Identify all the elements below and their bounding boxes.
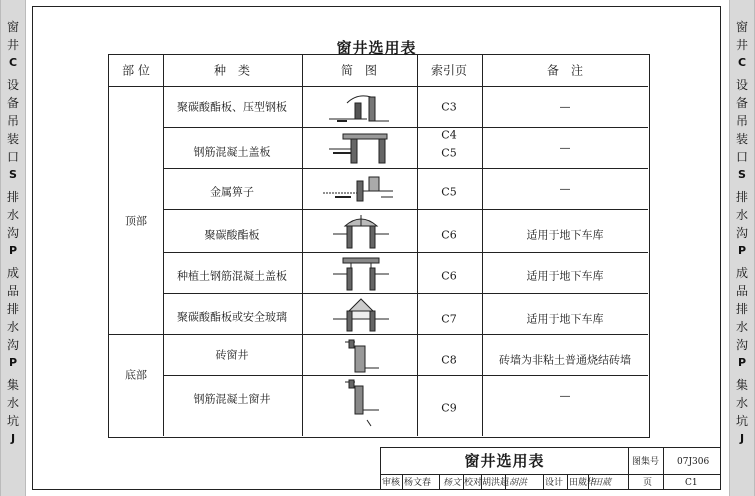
row-divider — [163, 127, 648, 128]
sketch-metal-grate — [321, 173, 397, 205]
page-title: 窗井选用表 — [336, 39, 417, 57]
side-tab-char: 坑 — [6, 414, 19, 428]
left-chapter-tab — [0, 0, 26, 496]
side-tab-char: C — [8, 56, 18, 69]
side-tab-char: 排 — [6, 302, 19, 316]
check-label: 校对 — [464, 478, 483, 488]
group-label-top: 顶部 — [125, 214, 147, 228]
side-tab-char: 备 — [735, 96, 748, 110]
title-block-title: 窗井选用表 — [464, 452, 545, 470]
side-tab-char: 品 — [735, 284, 748, 298]
row-index-link[interactable]: C3 — [441, 100, 457, 114]
tb-divider — [381, 474, 720, 475]
designer-name: 田葳华 — [569, 478, 597, 488]
row-index-link[interactable]: C5 — [441, 146, 457, 160]
row-remark: — — [559, 389, 571, 403]
side-tab-char: 集 — [6, 378, 19, 392]
row-remark: 适用于地下车库 — [526, 312, 604, 326]
reviewer-signature: 杨文 — [443, 478, 462, 488]
page-no: C1 — [685, 478, 698, 488]
side-tab-char: 沟 — [735, 338, 748, 352]
side-tab-char: 吊 — [6, 114, 19, 128]
row-index-link[interactable]: C6 — [441, 228, 457, 242]
col-divider — [163, 55, 164, 436]
row-divider — [163, 293, 648, 294]
title-block — [380, 447, 721, 490]
header-index: 索引页 — [430, 63, 468, 78]
row-remark: 适用于地下车库 — [526, 269, 604, 283]
row-index-link[interactable]: C4 — [441, 128, 457, 142]
row-index-link[interactable]: C6 — [441, 269, 457, 283]
row-type: 聚碳酸酯板、压型钢板 — [177, 100, 287, 114]
side-tab-char: C — [737, 56, 747, 69]
tb-divider — [567, 474, 568, 490]
col-divider — [417, 55, 418, 436]
tb-divider — [439, 474, 440, 490]
side-tab-char: 水 — [6, 320, 19, 334]
row-remark: 砖墙为非粘土普通烧结砖墙 — [499, 353, 631, 367]
design-label: 设计 — [545, 478, 564, 488]
designer-signature: 田葳 — [593, 478, 612, 488]
row-index-link[interactable]: C8 — [441, 353, 457, 367]
row-index-link[interactable]: C9 — [441, 401, 457, 415]
side-tab-char: 沟 — [735, 226, 748, 240]
row-type: 钢筋混凝土窗井 — [193, 392, 271, 406]
sketch-rc-cover — [327, 131, 393, 165]
side-tab-char: 装 — [735, 132, 748, 146]
side-tab-char: 排 — [735, 302, 748, 316]
side-tab-char: 水 — [735, 208, 748, 222]
side-tab-char: P — [737, 244, 747, 257]
tb-divider — [628, 448, 629, 490]
side-tab-char: 水 — [6, 208, 19, 222]
side-tab-char: 排 — [735, 190, 748, 204]
right-chapter-tab — [729, 0, 755, 496]
side-tab-char: 设 — [735, 78, 748, 92]
side-tab-char: 装 — [6, 132, 19, 146]
header-position: 部 位 — [122, 63, 150, 78]
row-index-link[interactable]: C7 — [441, 312, 457, 326]
review-label: 审核 — [382, 478, 401, 488]
row-divider — [163, 375, 648, 376]
side-tab-char: P — [8, 356, 18, 369]
row-remark: — — [559, 100, 571, 114]
atlas-no: 07J306 — [677, 457, 710, 467]
col-divider — [482, 55, 483, 436]
sketch-brick-well — [341, 338, 381, 374]
side-tab-char: 窗 — [735, 20, 748, 34]
side-tab-char: P — [8, 244, 18, 257]
row-type: 金属箅子 — [210, 185, 254, 199]
side-tab-char: 口 — [735, 150, 748, 164]
side-tab-char: J — [739, 432, 745, 445]
row-type: 种植土钢筋混凝土盖板 — [177, 269, 287, 283]
row-type: 聚碳酸酯板或安全玻璃 — [177, 310, 287, 324]
row-divider — [163, 168, 648, 169]
side-tab-char: 备 — [6, 96, 19, 110]
header-type: 种 类 — [213, 63, 251, 78]
tb-divider — [663, 448, 664, 490]
side-tab-char: P — [737, 356, 747, 369]
side-tab-char: 设 — [6, 78, 19, 92]
side-tab-char: 井 — [735, 38, 748, 52]
row-remark: 适用于地下车库 — [526, 228, 604, 242]
row-type: 砖窗井 — [215, 348, 249, 362]
row-divider — [163, 209, 648, 210]
side-tab-char: 水 — [735, 396, 748, 410]
sketch-safety-glass — [331, 295, 391, 333]
side-tab-char: 成 — [6, 266, 19, 280]
side-tab-char: 品 — [6, 284, 19, 298]
selection-table — [108, 54, 650, 438]
side-tab-char: 口 — [6, 150, 19, 164]
checker-name: 胡洪超 — [482, 478, 510, 488]
side-tab-char: J — [10, 432, 16, 445]
sketch-polycarbonate-steel — [327, 91, 393, 125]
side-tab-char: 吊 — [735, 114, 748, 128]
side-tab-char: S — [738, 168, 746, 181]
row-type: 钢筋混凝土盖板 — [193, 145, 271, 159]
tb-divider — [543, 474, 544, 490]
side-tab-char: 坑 — [735, 414, 748, 428]
side-tab-char: 井 — [6, 38, 19, 52]
side-tab-char: 成 — [735, 266, 748, 280]
side-tab-char: 沟 — [6, 226, 19, 240]
group-label-bottom: 底部 — [125, 368, 147, 382]
row-remark: — — [559, 141, 571, 155]
sketch-planted-rc-cover — [331, 254, 391, 292]
atlas-no-label: 图集号 — [632, 457, 660, 467]
tb-divider — [402, 474, 403, 490]
side-tab-char: 排 — [6, 190, 19, 204]
side-tab-char: 窗 — [6, 20, 19, 34]
page-label: 页 — [643, 478, 653, 488]
side-tab-char: S — [9, 168, 17, 181]
row-remark: — — [559, 182, 571, 196]
col-divider — [302, 55, 303, 436]
group-divider — [109, 334, 648, 335]
row-index-link[interactable]: C5 — [441, 185, 457, 199]
header-sketch: 简 图 — [340, 63, 378, 78]
header-divider — [109, 86, 648, 87]
side-tab-char: 沟 — [6, 338, 19, 352]
header-remark: 备 注 — [546, 63, 584, 78]
sketch-polycarbonate — [331, 212, 391, 250]
side-tab-char: 水 — [6, 396, 19, 410]
row-type: 聚碳酸酯板 — [204, 228, 260, 242]
checker-signature: 胡洪 — [509, 478, 528, 488]
row-divider — [163, 252, 648, 253]
side-tab-char: 水 — [735, 320, 748, 334]
side-tab-char: 集 — [735, 378, 748, 392]
sketch-rc-well — [341, 378, 381, 430]
reviewer-name: 杨文春 — [404, 478, 432, 488]
